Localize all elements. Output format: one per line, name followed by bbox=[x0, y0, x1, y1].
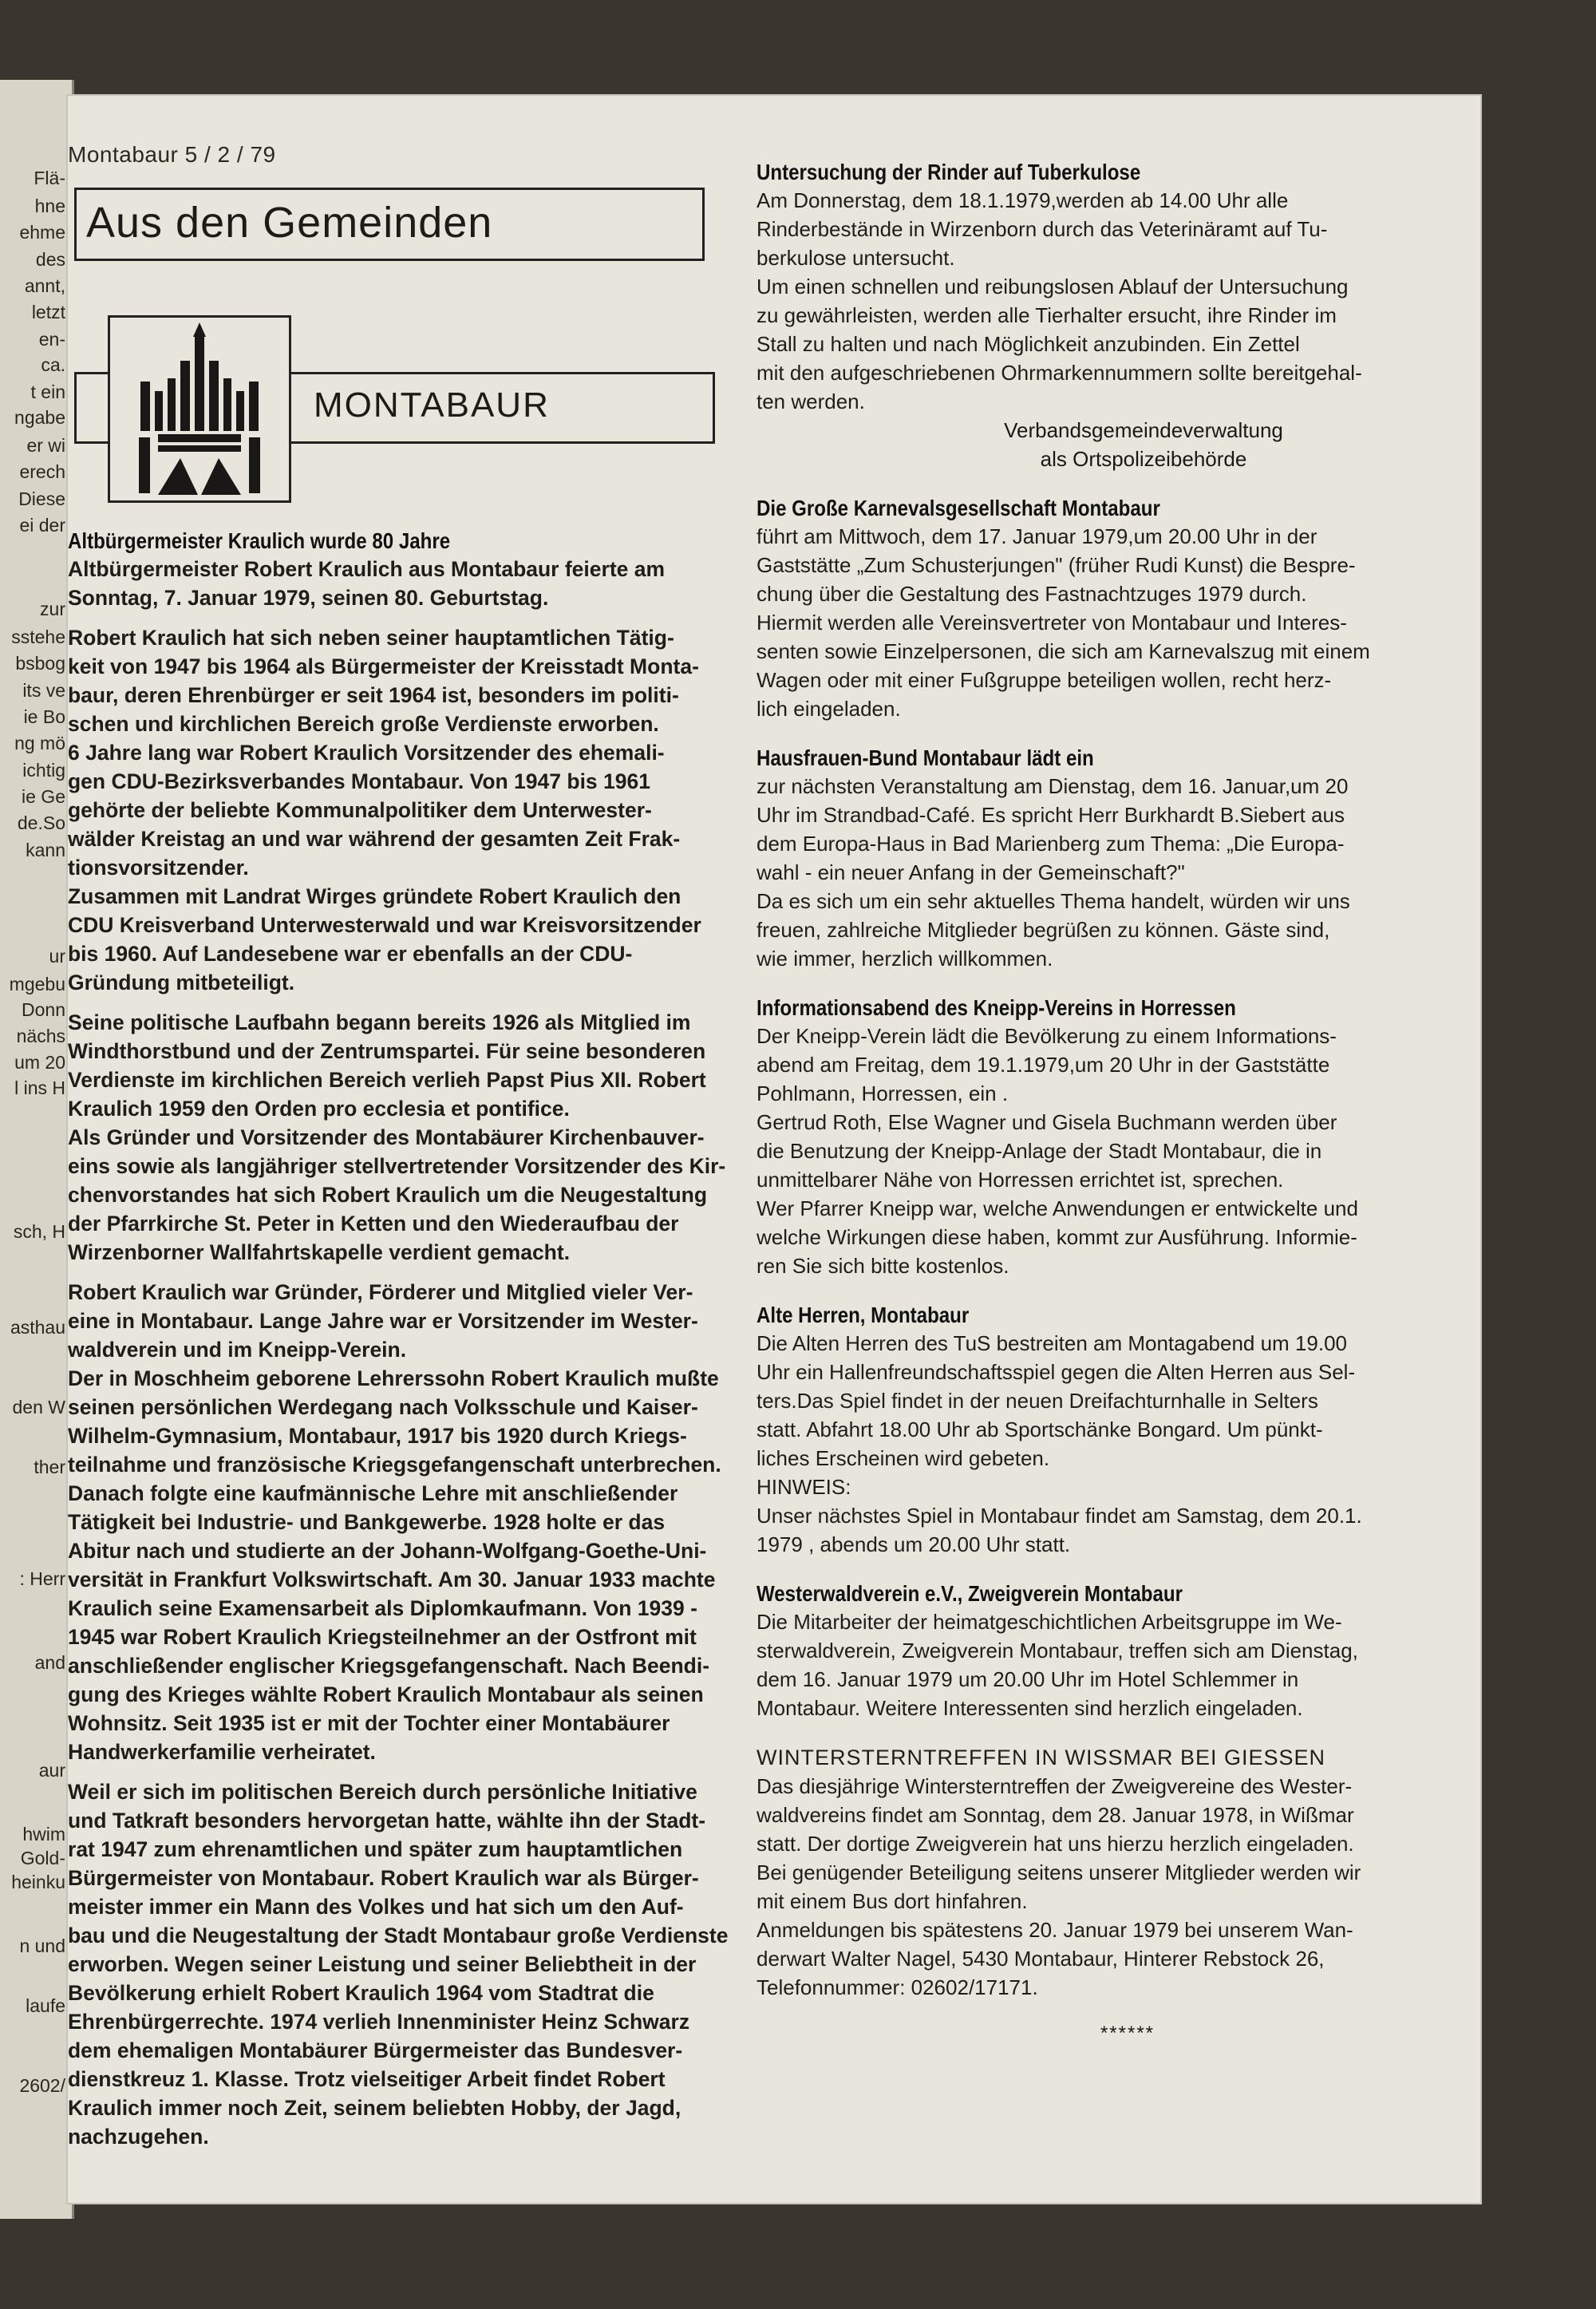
paragraph-gap bbox=[68, 1766, 754, 1777]
article-line: Zusammen mit Landrat Wirges gründete Robert Kraulich den bbox=[68, 884, 681, 908]
newspaper-page bbox=[68, 96, 1480, 2203]
previous-page-fragment: ca. bbox=[41, 354, 65, 375]
article-line: waldverein und im Kneipp-Verein. bbox=[68, 1338, 407, 1362]
news-item-line: Am Donnerstag, dem 18.1.1979,werden ab 14.00 Uhr alle bbox=[757, 188, 1289, 212]
news-item-line: dem Europa-Haus in Bad Marienberg zum Thema: „Die Europa- bbox=[757, 832, 1345, 856]
previous-page-fragment: kann bbox=[26, 840, 65, 860]
previous-page-fragment: zur bbox=[40, 599, 65, 619]
news-item-line: wie immer, herzlich willkommen. bbox=[757, 947, 1053, 971]
article-line: keit von 1947 bis 1964 als Bürgermeister der Kreisstadt Monta- bbox=[68, 654, 699, 678]
news-item-line: Wagen oder mit einer Fußgruppe beteiligen wollen, recht herz- bbox=[757, 668, 1332, 692]
article-line: Tätigkeit bei Industrie- und Bankgewerbe. 1928 holte er das bbox=[68, 1510, 666, 1534]
previous-page-fragment: den W bbox=[12, 1397, 65, 1417]
news-item-line: ters.Das Spiel findet in der neuen Dreifachturnhalle in Selters bbox=[757, 1389, 1318, 1413]
article-line: 6 Jahre lang war Robert Kraulich Vorsitzender des ehemali- bbox=[68, 741, 665, 765]
article-line: dienstkreuz 1. Klasse. Trotz vielseitiger Arbeit findet Robert bbox=[68, 2067, 666, 2091]
previous-page-fragment: 2602/ bbox=[19, 2075, 65, 2096]
previous-page-fragment: er wi bbox=[26, 435, 65, 456]
news-item-line: Der Kneipp-Verein lädt die Bevölkerung zu einem Informations- bbox=[757, 1024, 1337, 1048]
article-line: rat 1947 zum ehrenamtlichen und später zum hauptamtlichen bbox=[68, 1837, 683, 1861]
previous-page-fragment: en- bbox=[38, 329, 65, 350]
article-line: Kraulich 1959 den Orden pro ecclesia et pontifice. bbox=[68, 1097, 570, 1121]
article-line: Gründung mitbeteiligt. bbox=[68, 971, 295, 994]
news-item-line: Gaststätte „Zum Schusterjungen" (früher Rudi Kunst) die Bespre- bbox=[757, 553, 1356, 577]
previous-page-fragment: Gold- bbox=[20, 1848, 65, 1868]
news-item-line: liches Erscheinen wird gebeten. bbox=[757, 1446, 1050, 1470]
section-title-box bbox=[74, 188, 705, 261]
news-item-title: Hausfrauen-Bund Montabaur lädt ein bbox=[757, 745, 1094, 770]
news-item-line: senten sowie Einzelpersonen, die sich am Karnevalszug mit einem bbox=[757, 639, 1370, 663]
previous-page-fragment: t ein bbox=[30, 382, 65, 402]
article-line: teilnahme und französische Kriegsgefangenschaft unterbrechen. bbox=[68, 1453, 721, 1477]
article-line: Als Gründer und Vorsitzender des Montabäurer Kirchenbauver- bbox=[68, 1125, 705, 1149]
article-line: Bürgermeister von Montabaur. Robert Kraulich war als Bürger- bbox=[68, 1866, 699, 1890]
news-item bbox=[757, 744, 1419, 973]
article-line: gen CDU-Bezirksverbandes Montabaur. Von 1947 bis 1961 bbox=[68, 769, 650, 793]
news-item bbox=[757, 1580, 1419, 1722]
news-item-line: berkulose untersucht. bbox=[757, 246, 955, 270]
news-item-line: derwart Walter Nagel, 5430 Montabaur, Hinterer Rebstock 26, bbox=[757, 1947, 1325, 1971]
article-line: versität in Frankfurt Volkswirtschaft. Am 30. Januar 1933 machte bbox=[68, 1568, 716, 1591]
news-item-line: Stall zu halten und nach Möglichkeit anzubinden. Ein Zettel bbox=[757, 332, 1300, 356]
news-item bbox=[757, 1301, 1419, 1559]
news-item-line: mit einem Bus dort hinfahren. bbox=[757, 1889, 1028, 1913]
article-line: gehörte der beliebte Kommunalpolitiker dem Unterwester- bbox=[68, 798, 652, 822]
previous-page-fragment: sstehe bbox=[11, 627, 65, 647]
previous-page-fragment: its ve bbox=[22, 680, 65, 701]
news-item-line: Telefonnummer: 02602/17171. bbox=[757, 1975, 1038, 1999]
news-item-line: Anmeldungen bis spätestens 20. Januar 1979 bei unserem Wan- bbox=[757, 1918, 1353, 1942]
previous-page-fragment: Diese bbox=[18, 488, 65, 509]
previous-page-fragment: aur bbox=[38, 1760, 65, 1781]
news-item bbox=[757, 494, 1419, 723]
article-line: Seine politische Laufbahn begann bereits 1926 als Mitglied im bbox=[68, 1010, 691, 1034]
previous-page-fragment: ichtig bbox=[22, 760, 65, 781]
news-item-line: Montabaur. Weitere Interessenten sind herzlich eingeladen. bbox=[757, 1696, 1303, 1720]
article-line: 1945 war Robert Kraulich Kriegsteilnehmer an der Ostfront mit bbox=[68, 1625, 697, 1649]
article-line: Wohnsitz. Seit 1935 ist er mit der Tochter einer Montabäurer bbox=[68, 1711, 670, 1735]
news-item-line: waldvereins findet am Sonntag, dem 28. Januar 1978, in Wißmar bbox=[757, 1803, 1354, 1827]
news-item-line: sterwaldverein, Zweigverein Montabaur, treffen sich am Dienstag, bbox=[757, 1639, 1358, 1663]
previous-page-fragment: asthau bbox=[10, 1317, 65, 1338]
news-item-line: dem 16. Januar 1979 um 20.00 Uhr im Hotel Schlemmer in bbox=[757, 1667, 1299, 1691]
news-item-line: Bei genügender Beteiligung seitens unserer Mitglieder werden wir bbox=[757, 1860, 1361, 1884]
news-item-line: 1979 , abends um 20.00 Uhr statt. bbox=[757, 1532, 1071, 1556]
news-item-line: Die Mitarbeiter der heimatgeschichtlichen Arbeitsgruppe im We- bbox=[757, 1610, 1342, 1634]
news-item-line: Hiermit werden alle Vereinsvertreter von Montabaur und Interes- bbox=[757, 611, 1347, 635]
article-line: meister immer ein Mann des Volkes und hat sich um den Auf- bbox=[68, 1895, 684, 1919]
news-item-line: Wer Pfarrer Kneipp war, welche Anwendungen er entwickelte und bbox=[757, 1196, 1358, 1220]
news-item-line: die Benutzung der Kneipp-Anlage der Stadt Montabaur, die in bbox=[757, 1139, 1322, 1163]
paragraph-gap bbox=[68, 1267, 754, 1278]
paragraph-gap bbox=[68, 612, 754, 623]
news-item-line: Das diesjährige Wintersterntreffen der Zweigvereine des Wester- bbox=[757, 1774, 1353, 1798]
article-line: baur, deren Ehrenbürger er seit 1964 ist, besonders im politi- bbox=[68, 683, 679, 707]
news-item-line: Uhr ein Hallenfreundschaftsspiel gegen die Alten Herren aus Sel- bbox=[757, 1360, 1356, 1384]
article-line: Windthorstbund und der Zentrumspartei. Für seine besonderen bbox=[68, 1039, 706, 1063]
article-line: nachzugehen. bbox=[68, 2125, 209, 2149]
news-item-line: zu gewährleisten, werden alle Tierhalter ersucht, ihre Rinder im bbox=[757, 303, 1337, 327]
article-line: chenvorstandes hat sich Robert Kraulich um die Neugestaltung bbox=[68, 1183, 708, 1207]
article-line: und Tatkraft besonders hervorgetan hatte, wählte ihn der Stadt- bbox=[68, 1809, 706, 1833]
article-line: dem ehemaligen Montabäurer Bürgermeister das Bundesver- bbox=[68, 2038, 683, 2062]
article-line: Handwerkerfamilie verheiratet. bbox=[68, 1740, 376, 1764]
previous-page-fragment: mgebu bbox=[9, 974, 65, 994]
news-item bbox=[757, 158, 1419, 473]
news-item-line: Unser nächstes Spiel in Montabaur findet am Samstag, dem 20.1. bbox=[757, 1504, 1362, 1528]
article-line: seinen persönlichen Werdegang nach Volksschule und Kaiser- bbox=[68, 1395, 698, 1419]
article-line: der Pfarrkirche St. Peter in Ketten und den Wiederaufbau der bbox=[68, 1212, 679, 1236]
previous-page-fragment: nächs bbox=[16, 1026, 65, 1046]
previous-page-fragment: des bbox=[35, 249, 65, 270]
article-body bbox=[68, 555, 754, 2151]
news-item-title: WINTERSTERNTREFFEN IN WISSMAR BEI GIESSEN bbox=[757, 1746, 1326, 1769]
article-title: Altbürgermeister Kraulich wurde 80 Jahre bbox=[68, 528, 451, 553]
previous-page-fragment: hwim bbox=[22, 1824, 65, 1844]
news-item-line: Pohlmann, Horressen, ein . bbox=[757, 1081, 1009, 1105]
news-item-line: zur nächsten Veranstaltung am Dienstag, dem 16. Januar,um 20 bbox=[757, 774, 1349, 798]
news-item-line: Die Alten Herren des TuS bestreiten am Montagabend um 19.00 bbox=[757, 1331, 1347, 1355]
previous-page-fragment: ur bbox=[49, 946, 65, 967]
previous-page-fragment: um 20 bbox=[14, 1052, 65, 1073]
news-item-line: Da es sich um ein sehr aktuelles Thema handelt, würden wir uns bbox=[757, 889, 1350, 913]
news-item-line: ten werden. bbox=[757, 389, 865, 413]
news-item-winterstern bbox=[757, 1743, 1419, 2002]
previous-page-fragment: Donn bbox=[22, 999, 65, 1020]
news-item-line: Uhr im Strandbad-Café. Es spricht Herr Burkhardt B.Siebert aus bbox=[757, 803, 1345, 827]
news-item-line: abend am Freitag, dem 19.1.1979,um 20 Uhr in der Gaststätte bbox=[757, 1053, 1330, 1077]
section-title: Aus den Gemeinden bbox=[86, 199, 493, 247]
crest-icon bbox=[110, 318, 289, 500]
article-line: Bevölkerung erhielt Robert Kraulich 1964 vom Stadtrat die bbox=[68, 1981, 654, 2005]
left-column bbox=[68, 527, 754, 2151]
paragraph-gap bbox=[68, 997, 754, 1008]
article-line: Danach folgte eine kaufmännische Lehre mit anschließender bbox=[68, 1481, 678, 1505]
article-line: Kraulich immer noch Zeit, seinem beliebten Hobby, der Jagd, bbox=[68, 2096, 681, 2120]
previous-page-fragment: sch, H bbox=[13, 1221, 65, 1242]
news-item-line: ren Sie sich bitte kostenlos. bbox=[757, 1254, 1009, 1278]
news-item-title: Die Große Karnevalsgesellschaft Montabaur bbox=[757, 496, 1160, 520]
news-item-line: chung über die Gestaltung des Fastnachtzuges 1979 durch. bbox=[757, 582, 1307, 606]
article-line: Wilhelm-Gymnasium, Montabaur, 1917 bis 1920 durch Kriegs- bbox=[68, 1424, 687, 1448]
article-line: Altbürgermeister Robert Kraulich aus Montabaur feierte am bbox=[68, 557, 666, 581]
news-item-line: statt. Der dortige Zweigverein hat uns hierzu herzlich eingeladen. bbox=[757, 1832, 1354, 1856]
previous-page-fragment: l ins H bbox=[14, 1077, 65, 1098]
article-line: eins sowie als langjähriger stellvertretender Vorsitzender des Kir- bbox=[68, 1154, 726, 1178]
issue-info: Montabaur 5 / 2 / 79 bbox=[68, 142, 276, 167]
previous-page-fragment: letzt bbox=[31, 302, 65, 322]
previous-page-fragment: : Herr bbox=[19, 1568, 65, 1589]
previous-page-fragment: erech bbox=[19, 461, 65, 482]
end-marker: ****** bbox=[1100, 2022, 1156, 2044]
news-item-line: Um einen schnellen und reibungslosen Ablauf der Untersuchung bbox=[757, 275, 1349, 299]
news-item-line: mit den aufgeschriebenen Ohrmarkennummern sollte bereitgehal- bbox=[757, 361, 1362, 385]
montabaur-crest-logo bbox=[108, 315, 291, 503]
previous-page-fragment: ngabe bbox=[14, 407, 65, 428]
previous-page-fragment: ther bbox=[34, 1457, 65, 1477]
news-item-line: Gertrud Roth, Else Wagner und Gisela Buchmann werden über bbox=[757, 1110, 1337, 1134]
previous-page-fragment: Flä- bbox=[34, 168, 65, 188]
article-line: Kraulich seine Examensarbeit als Diplomkaufmann. Von 1939 - bbox=[68, 1596, 697, 1620]
article-line: gung des Krieges wählte Robert Kraulich Montabaur als seinen bbox=[68, 1682, 704, 1706]
article-line: tionsvorsitzender. bbox=[68, 856, 249, 880]
article-line: bis 1960. Auf Landesebene war er ebenfalls an der CDU- bbox=[68, 942, 633, 966]
article-line: wälder Kreistag an und war während der gesamten Zeit Frak- bbox=[68, 827, 681, 851]
news-item bbox=[757, 994, 1419, 1280]
news-item-line: welche Wirkungen diese haben, kommt zur Ausführung. Informie- bbox=[757, 1225, 1357, 1249]
right-column bbox=[757, 158, 1419, 2045]
previous-page-fragment: n und bbox=[19, 1935, 65, 1956]
previous-page-fragment: ei der bbox=[19, 515, 65, 536]
news-item-title: Westerwaldverein e.V., Zweigverein Montabaur bbox=[757, 1581, 1183, 1606]
previous-page-fragment: and bbox=[34, 1652, 65, 1673]
news-item-line: Rinderbestände in Wirzenborn durch das Veterinäramt auf Tu- bbox=[757, 217, 1328, 241]
signature-line: als Ortspolizeibehörde bbox=[1040, 447, 1247, 471]
article-line: Der in Moschheim geborene Lehrerssohn Robert Kraulich mußte bbox=[68, 1366, 719, 1390]
news-item-line: statt. Abfahrt 18.00 Uhr ab Sportschänke Bongard. Um pünkt- bbox=[757, 1417, 1323, 1441]
previous-page-edge bbox=[0, 80, 74, 2219]
news-item-title: Alte Herren, Montabaur bbox=[757, 1303, 970, 1327]
previous-page-fragment: ie Bo bbox=[23, 706, 65, 727]
article-line: schen und kirchlichen Bereich große Verdienste erworben. bbox=[68, 712, 659, 736]
article-line: CDU Kreisverband Unterwesterwald und war Kreisvorsitzender bbox=[68, 913, 701, 937]
article-line: eine in Montabaur. Lange Jahre war er Vorsitzender im Wester- bbox=[68, 1309, 698, 1333]
previous-page-fragment: annt, bbox=[24, 275, 65, 296]
previous-page-fragment: laufe bbox=[26, 1995, 65, 2016]
news-item-line: wahl - ein neuer Anfang in der Gemeinschaft?" bbox=[757, 860, 1185, 884]
article-line: Verdienste im kirchlichen Bereich verlieh Papst Pius XII. Robert bbox=[68, 1068, 706, 1092]
municipality-name: MONTABAUR bbox=[314, 385, 550, 425]
signature-line: Verbandsgemeindeverwaltung bbox=[1004, 418, 1283, 442]
article-line: erworben. Wegen seiner Leistung und seiner Beliebtheit in der bbox=[68, 1952, 697, 1976]
article-line: Robert Kraulich war Gründer, Förderer und Mitglied vieler Ver- bbox=[68, 1280, 693, 1304]
article-line: Sonntag, 7. Januar 1979, seinen 80. Geburtstag. bbox=[68, 586, 549, 610]
article-line: Robert Kraulich hat sich neben seiner hauptamtlichen Tätig- bbox=[68, 626, 674, 650]
news-item-title: Untersuchung der Rinder auf Tuberkulose bbox=[757, 160, 1141, 184]
previous-page-fragment: de.So bbox=[17, 812, 65, 833]
previous-page-fragment: ng mö bbox=[14, 733, 65, 753]
previous-page-fragment: ehme bbox=[19, 222, 65, 243]
article-line: Abitur nach und studierte an der Johann-Wolfgang-Goethe-Uni- bbox=[68, 1539, 707, 1563]
previous-page-fragment: hne bbox=[34, 196, 65, 216]
article-line: Weil er sich im politischen Bereich durch persönliche Initiative bbox=[68, 1780, 697, 1804]
previous-page-fragment: bsbog bbox=[15, 653, 65, 674]
news-item-line: HINWEIS: bbox=[757, 1475, 851, 1499]
previous-page-fragment: ie Ge bbox=[22, 786, 65, 807]
article-line: bau und die Neugestaltung der Stadt Montabaur große Verdienste bbox=[68, 1924, 729, 1947]
news-item-line: freuen, zahlreiche Mitglieder begrüßen zu können. Gäste sind, bbox=[757, 918, 1330, 942]
news-item-line: führt am Mittwoch, dem 17. Januar 1979,um 20.00 Uhr in der bbox=[757, 524, 1317, 548]
news-item-line: unmittelbarer Nähe von Horressen errichtet ist, sprechen. bbox=[757, 1168, 1284, 1192]
article-line: Wirzenborner Wallfahrtskapelle verdient gemacht. bbox=[68, 1240, 571, 1264]
previous-page-fragment: heinku bbox=[11, 1872, 65, 1892]
news-item-title: Informationsabend des Kneipp-Vereins in Horressen bbox=[757, 995, 1236, 1020]
article-line: Ehrenbürgerrechte. 1974 verlieh Innenminister Heinz Schwarz bbox=[68, 2010, 690, 2034]
news-item-line: lich eingeladen. bbox=[757, 697, 901, 721]
article-line: anschließender englischer Kriegsgefangenschaft. Nach Beendi- bbox=[68, 1654, 710, 1678]
